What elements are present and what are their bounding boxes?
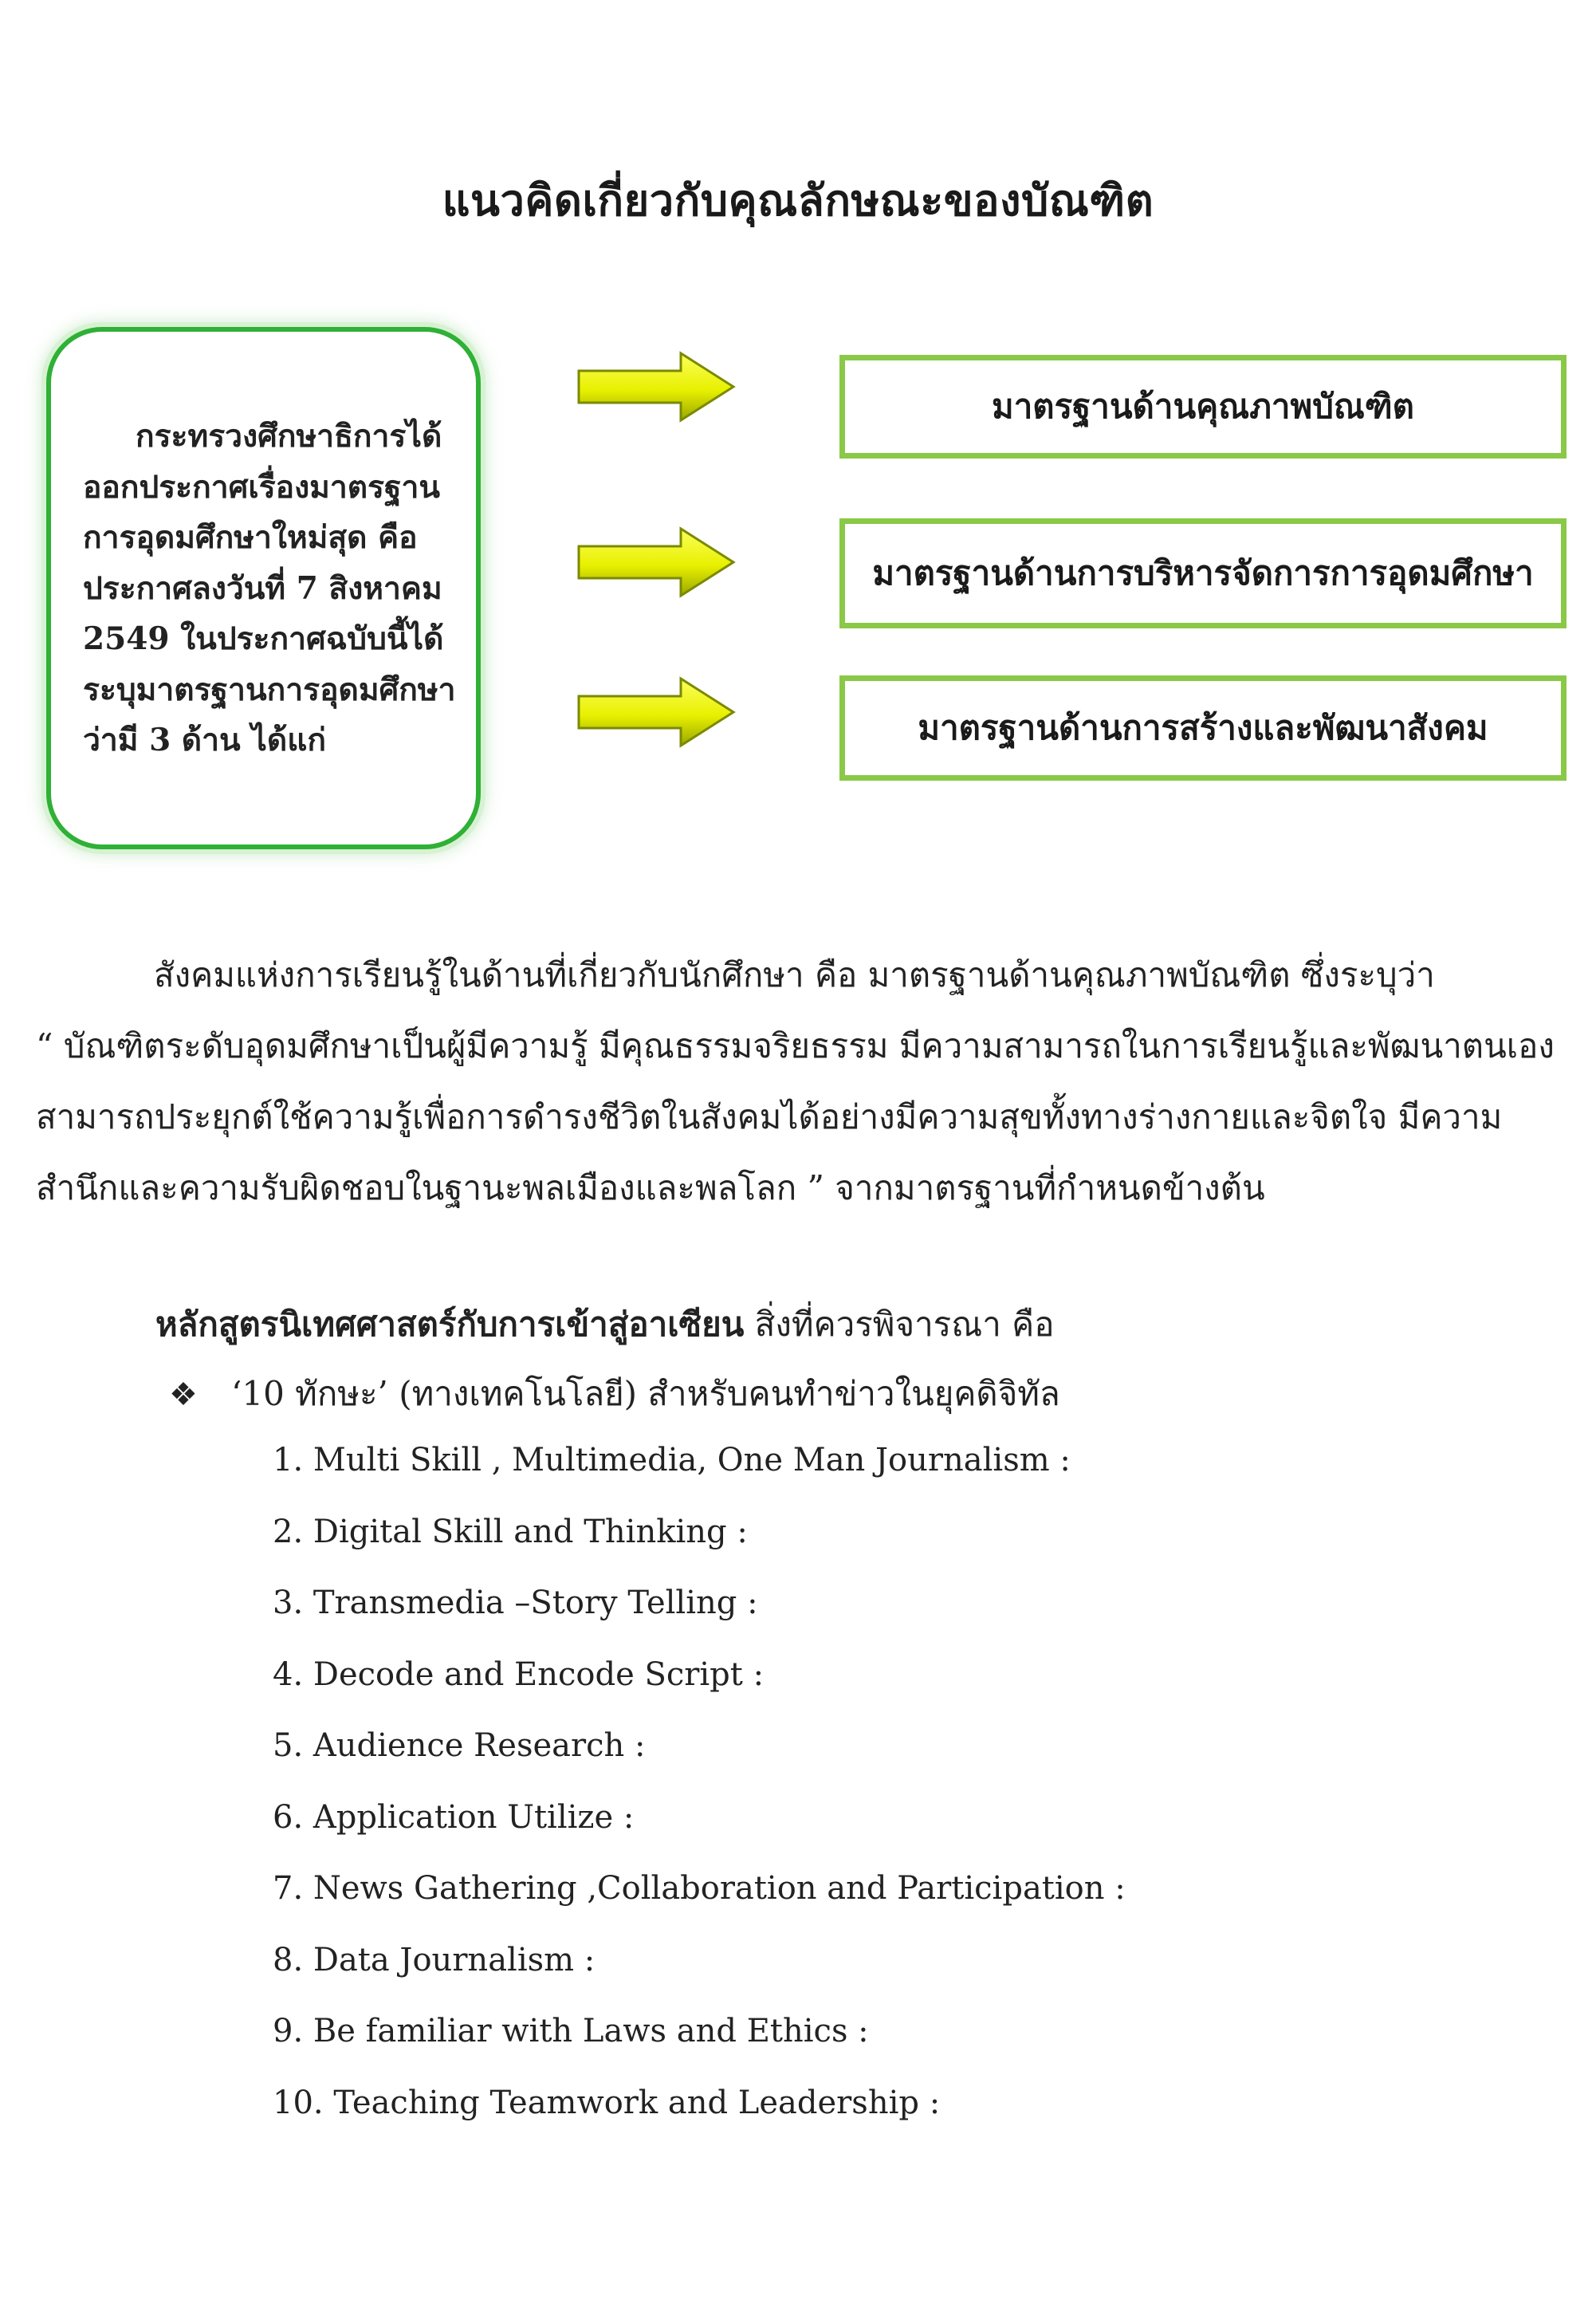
paragraph-line: สำนึกและความรับผิดชอบในฐานะพลเมืองและพลโลก ” จากมาตรฐานที่กำหนดข้างต้น (36, 1168, 1265, 1207)
announcement-line: กระทรวงศึกษาธิการได้ (136, 418, 442, 455)
standard-box-higher-education-management (839, 518, 1567, 628)
standard-box-graduate-quality (839, 355, 1567, 459)
announcement-line: การอุดมศึกษาใหม่สุด คือ (83, 519, 418, 556)
section-heading-rest: สิ่งที่ควรพิจารณา คือ (744, 1305, 1055, 1344)
ministry-announcement-text (83, 411, 458, 766)
body-paragraph (36, 939, 1567, 1223)
right-arrow-icon (577, 676, 737, 748)
section-heading (155, 1298, 1054, 1351)
list-item: 3. Transmedia –Story Telling : (273, 1585, 758, 1621)
list-item: 8. Data Journalism : (273, 1941, 596, 1978)
ministry-announcement-box (46, 327, 481, 849)
list-item: 4. Decode and Encode Script : (273, 1656, 765, 1693)
right-arrow-icon (577, 351, 737, 423)
section-heading-bold: หลักสูตรนิเทศศาสตร์กับการเข้าสู่อาเซียน (155, 1305, 745, 1344)
standard-label: มาตรฐานด้านการบริหารจัดการการอุดมศึกษา (872, 553, 1534, 593)
paragraph-line: สามารถประยุกต์ใช้ความรู้เพื่อการดำรงชีวิตในสังคมได้อย่างมีความสุขทั้งทางร่างกายและจิตใจ มีความ (36, 1097, 1503, 1136)
paragraph-line: สังคมแห่งการเรียนรู้ในด้านที่เกี่ยวกับนักศึกษา คือ มาตรฐานด้านคุณภาพบัณฑิต ซึ่งระบุว่า (154, 955, 1435, 994)
announcement-line: ออกประกาศเรื่องมาตรฐาน (83, 468, 441, 506)
list-item: 5. Audience Research : (273, 1727, 646, 1764)
skills-list (273, 1442, 1126, 2156)
announcement-line: ประกาศลงวันที่ 7 สิงหาคม (83, 569, 442, 607)
list-item: 7. News Gathering ,Collaboration and Participation : (273, 1870, 1126, 1907)
announcement-line: ระบุมาตรฐานการอุดมศึกษา (83, 671, 456, 708)
standard-label: มาตรฐานด้านการสร้างและพัฒนาสังคม (918, 708, 1488, 747)
list-item: 2. Digital Skill and Thinking : (273, 1513, 748, 1550)
announcement-line: 2549 ในประกาศฉบับนี้ได้ (83, 620, 444, 657)
page-title: แนวคิดเกี่ยวกับคุณลักษณะของบัณฑิต (442, 175, 1154, 226)
standard-box-social-development (839, 675, 1567, 781)
list-item: 6. Application Utilize : (273, 1798, 635, 1836)
paragraph-line: “ บัณฑิตระดับอุดมศึกษาเป็นผู้มีความรู้ มีคุณธรรมจริยธรรม มีความสามารถในการเรียนรู้และพัฒนาตนเอง (36, 1026, 1555, 1065)
standard-label: มาตรฐานด้านคุณภาพบัณฑิต (992, 387, 1414, 426)
right-arrow-icon (577, 526, 737, 598)
skills-bullet (169, 1368, 1060, 1420)
diamond-bullet-icon: ❖ (169, 1376, 198, 1413)
list-item: 10. Teaching Teamwork and Leadership : (273, 2084, 941, 2121)
list-item: 9. Be familiar with Laws and Ethics : (273, 2013, 869, 2049)
announcement-line: ว่ามี 3 ด้าน ได้แก่ (83, 722, 326, 758)
skills-bullet-text: ‘10 ทักษะ’ (ทางเทคโนโลยี) สำหรับคนทำข่าวในยุคดิจิทัล (231, 1374, 1060, 1413)
list-item: 1. Multi Skill , Multimedia, One Man Journalism : (273, 1442, 1071, 1478)
